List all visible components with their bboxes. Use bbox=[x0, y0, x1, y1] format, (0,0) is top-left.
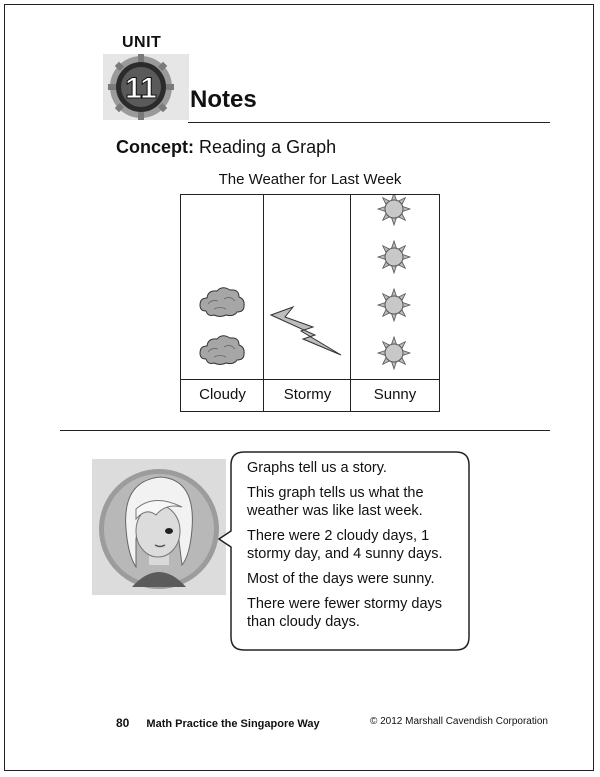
cloud-icon bbox=[200, 288, 244, 317]
chart-title: The Weather for Last Week bbox=[218, 171, 402, 188]
sun-icon bbox=[378, 195, 410, 225]
category-label: Sunny bbox=[373, 386, 417, 403]
unit-label: UNIT bbox=[122, 34, 162, 51]
sun-icon bbox=[378, 289, 410, 321]
category-label: Cloudy bbox=[199, 386, 246, 403]
cloud-icon bbox=[200, 336, 244, 365]
concept-label: Concept: bbox=[116, 137, 194, 157]
sun-icon bbox=[378, 337, 410, 369]
sun-icon bbox=[378, 241, 410, 273]
girl-avatar bbox=[92, 459, 226, 595]
bubble-line: Most of the days were sunny. bbox=[247, 571, 435, 587]
unit-number: 11 bbox=[125, 72, 157, 105]
speech-bubble-text bbox=[247, 459, 462, 638]
header-rule bbox=[188, 122, 550, 123]
section-rule bbox=[60, 430, 550, 431]
footer-left bbox=[116, 716, 320, 730]
bubble-line: There were 2 cloudy days, 1 stormy day, and 4 sunny days. bbox=[247, 528, 443, 562]
page-title: Notes bbox=[190, 86, 257, 113]
picture-graph-icons bbox=[181, 195, 439, 379]
girl-portrait bbox=[92, 459, 226, 595]
copyright: © 2012 Marshall Cavendish Corporation bbox=[369, 716, 548, 727]
page-number: 80 bbox=[116, 716, 130, 730]
bubble-line: There were fewer stormy days than cloudy days. bbox=[247, 596, 443, 630]
category-axis-line bbox=[181, 379, 439, 380]
unit-badge bbox=[103, 54, 189, 120]
concept-heading bbox=[116, 137, 336, 158]
book-title: Math Practice the Singapore Way bbox=[146, 718, 320, 730]
lightning-icon bbox=[271, 307, 341, 355]
bubble-line: Graphs tell us a story. bbox=[247, 460, 387, 476]
category-label: Stormy bbox=[283, 386, 332, 403]
bubble-line: This graph tells us what the weather was like last week. bbox=[247, 485, 424, 519]
concept-text: Reading a Graph bbox=[199, 137, 337, 157]
weather-picture-graph bbox=[180, 194, 440, 412]
